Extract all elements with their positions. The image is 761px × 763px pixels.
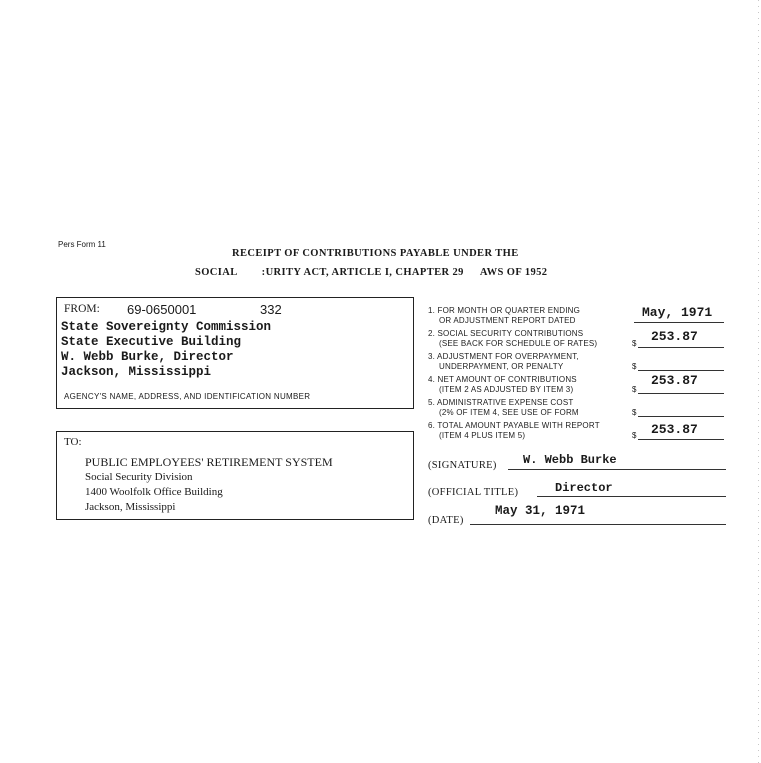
official-title-label: (OFFICIAL TITLE) xyxy=(428,487,519,498)
from-caption: AGENCY'S NAME, ADDRESS, AND IDENTIFICATION NUMBER xyxy=(64,392,311,401)
to-section xyxy=(56,431,414,520)
form-title-line2 xyxy=(195,267,547,278)
official-title-line xyxy=(537,496,726,497)
item-1-line xyxy=(634,322,724,323)
signature-line xyxy=(508,469,726,470)
recipient-line: Social Security Division xyxy=(85,471,193,483)
item-4-value: 253.87 xyxy=(651,373,698,388)
item-2-line xyxy=(638,347,724,348)
item-6-line xyxy=(638,439,724,440)
item-3-dollar: $ xyxy=(632,362,637,371)
item-4-label: 4. NET AMOUNT OF CONTRIBUTIONS (ITEM 2 AS ADJUSTED BY ITEM 3) xyxy=(428,375,577,394)
to-label: TO: xyxy=(64,436,82,448)
item-2-label: 2. SOCIAL SECURITY CONTRIBUTIONS (SEE BACK FOR SCHEDULE OF RATES) xyxy=(428,329,598,348)
agency-name-line: State Sovereignty Commission xyxy=(61,320,272,334)
item-5-line xyxy=(638,416,724,417)
form-title-part-c: AWS OF 1952 xyxy=(479,267,548,278)
recipient-line: 1400 Woolfolk Office Building xyxy=(85,486,223,498)
item-4-dollar: $ xyxy=(632,385,637,394)
item-6-label: 6. TOTAL AMOUNT PAYABLE WITH REPORT (ITEM 4 PLUS ITEM 5) xyxy=(428,421,600,440)
form-title-line1: RECEIPT OF CONTRIBUTIONS PAYABLE UNDER THE xyxy=(232,248,519,259)
form-number: Pers Form 11 xyxy=(58,240,106,249)
form-title-part-b: :URITY ACT, ARTICLE I, CHAPTER 29 xyxy=(261,267,464,278)
item-6-dollar: $ xyxy=(632,431,637,440)
item-2-value: 253.87 xyxy=(651,329,698,344)
agency-city-line: Jackson, Mississippi xyxy=(61,365,212,379)
from-label: FROM: xyxy=(64,303,100,315)
item-2-dollar: $ xyxy=(632,339,637,348)
agency-address-line: State Executive Building xyxy=(61,335,242,349)
item-1-value: May, 1971 xyxy=(642,305,713,320)
item-4-line xyxy=(638,393,724,394)
signature-label: (SIGNATURE) xyxy=(428,460,497,471)
date-label: (DATE) xyxy=(428,515,464,526)
page-edge-dots xyxy=(758,0,759,763)
item-3-label: 3. ADJUSTMENT FOR OVERPAYMENT, UNDERPAYMENT, OR PENALTY xyxy=(428,352,579,371)
item-3-line xyxy=(638,370,724,371)
agency-director-line: W. Webb Burke, Director xyxy=(61,350,234,364)
agency-code: 332 xyxy=(260,302,282,317)
signature-value: W. Webb Burke xyxy=(523,453,617,467)
item-5-dollar: $ xyxy=(632,408,637,417)
from-section xyxy=(56,297,414,409)
official-title-value: Director xyxy=(555,481,613,495)
item-5-label: 5. ADMINISTRATIVE EXPENSE COST (2% OF ITEM 4, SEE USE OF FORM xyxy=(428,398,579,417)
date-line xyxy=(470,524,726,525)
form-title-part-a: SOCIAL xyxy=(195,267,238,278)
agency-number: 69-0650001 xyxy=(127,302,197,317)
item-1-label: 1. FOR MONTH OR QUARTER ENDING OR ADJUSTMENT REPORT DATED xyxy=(428,306,581,325)
recipient-line: Jackson, Mississippi xyxy=(85,501,176,513)
date-value: May 31, 1971 xyxy=(495,504,586,518)
recipient-line: PUBLIC EMPLOYEES' RETIREMENT SYSTEM xyxy=(85,455,333,469)
item-6-value: 253.87 xyxy=(651,422,698,437)
